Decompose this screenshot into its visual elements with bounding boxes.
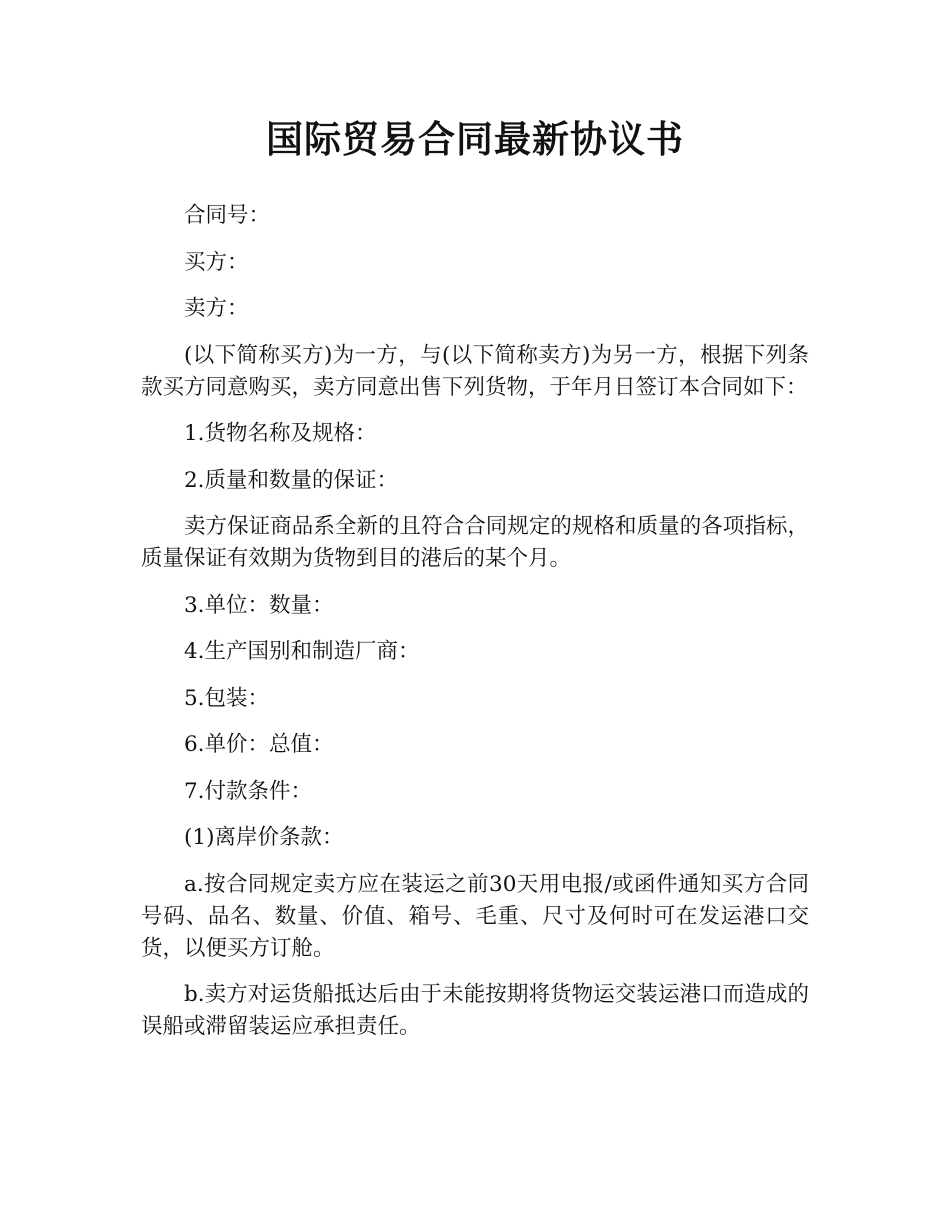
preamble-paragraph: (以下简称买方)为一方，与(以下简称卖方)为另一方，根据下列条款买方同意购买，卖方同意出售下列货物，于年月日签订本合同如下：	[141, 342, 809, 400]
document-body	[141, 200, 809, 1058]
quality-guarantee-paragraph: 卖方保证商品系全新的且符合合同规定的规格和质量的各项指标，质量保证有效期为货物到目的港后的某个月。	[141, 514, 809, 571]
clause-quality-guarantee: 2.质量和数量的保证：	[184, 467, 399, 493]
clause-unit-quantity: 3.单位：数量：	[184, 592, 334, 618]
clause-goods-name: 1.货物名称及规格：	[184, 421, 377, 446]
subclause-fob-b: b.卖方对运货船抵达后由于未能按期将货物运交装运港口而造成的误船或滞留装运应承担责任。	[141, 982, 809, 1039]
clause-payment-terms: 7.付款条件：	[184, 778, 313, 804]
contract-number-line: 合同号：	[184, 203, 271, 228]
subclause-fob: (1)离岸价条款：	[184, 825, 344, 850]
clause-price: 6.单价：总值：	[184, 732, 334, 757]
clause-packing: 5.包装：	[184, 685, 270, 711]
subclause-fob-a: a.按合同规定卖方应在装运之前30天用电报/或函件通知买方合同号码、品名、数量、价值、箱号、毛重、尺寸及何时可在发运港口交货，以便买方订舱。	[141, 871, 809, 961]
document-title: 国际贸易合同最新协议书	[266, 118, 684, 161]
clause-origin-manufacturer: 4.生产国别和制造厂商：	[184, 639, 420, 664]
buyer-line: 买方：	[184, 249, 249, 275]
seller-line: 卖方：	[184, 296, 249, 321]
